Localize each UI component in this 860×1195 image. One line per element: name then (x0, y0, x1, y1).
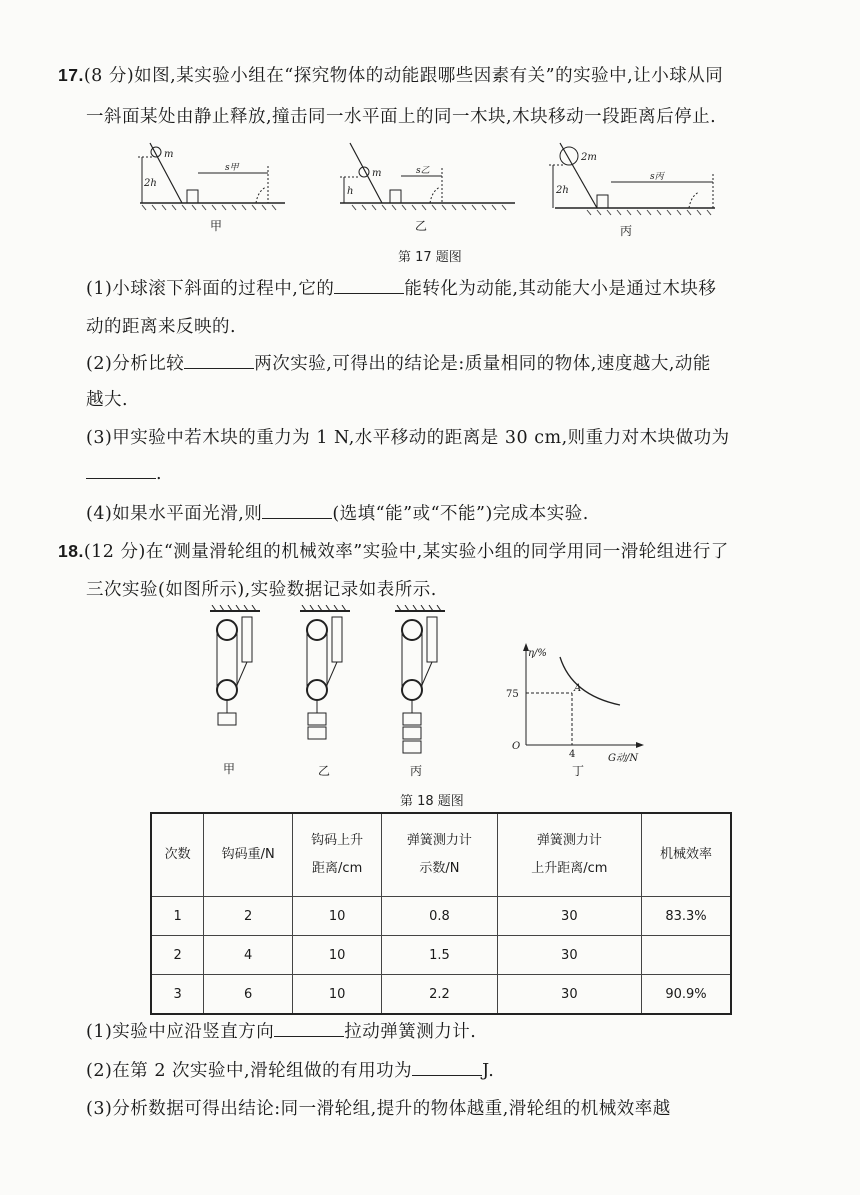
table-cell: 1.5 (382, 936, 498, 975)
table-cell-blank-efficiency[interactable] (641, 936, 731, 975)
table-cell: 83.3% (641, 897, 731, 936)
q17-part-2-cont: 越大. (86, 390, 129, 410)
q18-graph-x-label: G动/N (608, 753, 639, 764)
q18-label-ding: 丁 (572, 764, 585, 778)
q18-graph-y-label: η/% (528, 648, 547, 659)
q18-caption: 第 18 题图 (400, 794, 464, 809)
q18-line-1: 18.(12 分)在“测量滑轮组的机械效率”实验中,某实验小组的同学用同一滑轮组进行了 (58, 541, 729, 562)
table-header-cell: 次数 (151, 813, 204, 897)
table-cell: 6 (204, 975, 293, 1015)
q18-blank-1[interactable] (274, 1022, 344, 1037)
q17-jia-height-label: 2h (144, 178, 157, 189)
q18-number: 18. (58, 541, 84, 561)
table-header-cell: 机械效率 (641, 813, 731, 897)
q18-fig-jia (210, 605, 260, 725)
q18-graph-point-label: A (574, 683, 582, 694)
q17-fig-bing (549, 143, 715, 238)
q17-blank-2[interactable] (184, 354, 254, 369)
q17-fig-yi (340, 143, 515, 233)
q17-fig-jia (138, 143, 285, 233)
q18-figure (190, 605, 660, 780)
table-cell: 0.8 (382, 897, 498, 936)
q17-line-2: 一斜面某处由静止释放,撞击同一水平面上的同一木块,木块移动一段距离后停止. (86, 107, 717, 127)
q17-bing-distance-label: s丙 (650, 172, 664, 182)
q18-graph-origin: O (512, 741, 521, 752)
q18-fig-bing (395, 605, 445, 753)
q17-blank-4[interactable] (262, 504, 332, 519)
table-cell: 30 (497, 975, 641, 1015)
q17-jia-distance-label: s甲 (225, 163, 239, 173)
q18-line-2: 三次实验(如图所示),实验数据记录如表所示. (86, 580, 437, 600)
q17-bing-height-label: 2h (556, 185, 569, 196)
q17-part-3-cont: . (86, 464, 162, 484)
q17-part-1: (1)小球滚下斜面的过程中,它的 能转化为动能,其动能大小是通过木块移 (86, 279, 717, 299)
q18-label-bing: 丙 (410, 764, 423, 778)
q17-bing-label: 丙 (620, 224, 633, 238)
table-cell: 10 (293, 897, 382, 936)
q18-fig-yi (300, 605, 350, 739)
table-cell: 1 (151, 897, 204, 936)
q17-blank-3[interactable] (86, 464, 156, 479)
table-cell: 3 (151, 975, 204, 1015)
table-cell: 10 (293, 975, 382, 1015)
table-cell: 2 (151, 936, 204, 975)
q18-label-jia: 甲 (223, 762, 236, 776)
q17-bing-mass-label: 2m (581, 152, 597, 163)
table-cell: 2 (204, 897, 293, 936)
q17-part-1-cont: 动的距离来反映的. (86, 317, 237, 337)
q18-graph-y-tick: 75 (506, 689, 519, 700)
q17-part-3: (3)甲实验中若木块的重力为 1 N,水平移动的距离是 30 cm,则重力对木块做功为 (86, 428, 730, 448)
q17-yi-height-label: h (347, 186, 354, 197)
q17-number: 17. (58, 65, 84, 85)
q17-yi-mass-label: m (372, 168, 382, 179)
q18-part-1: (1)实验中应沿竖直方向 拉动弹簧测力计. (86, 1022, 477, 1042)
q18-graph-x-tick: 4 (569, 749, 576, 760)
table-cell: 90.9% (641, 975, 731, 1015)
q18-label-yi: 乙 (318, 764, 331, 778)
q17-part-2: (2)分析比较 两次实验,可得出的结论是:质量相同的物体,速度越大,动能 (86, 354, 711, 374)
q17-jia-label: 甲 (210, 219, 223, 233)
table-cell: 4 (204, 936, 293, 975)
q18-part-3: (3)分析数据可得出结论:同一滑轮组,提升的物体越重,滑轮组的机械效率越 (86, 1099, 671, 1119)
q17-blank-1[interactable] (334, 279, 404, 294)
q18-data-table (150, 812, 732, 1015)
table-header-cell: 钩码上升 距离/cm (293, 813, 382, 897)
q18-blank-2[interactable] (412, 1061, 482, 1076)
table-header-cell: 钩码重/N (204, 813, 293, 897)
q17-line-1: 17.(8 分)如图,某实验小组在“探究物体的动能跟哪些因素有关”的实验中,让小球从同 (58, 65, 724, 86)
table-row (151, 936, 731, 975)
q17-jia-mass-label: m (164, 149, 174, 160)
table-header-cell: 弹簧测力计 示数/N (382, 813, 498, 897)
table-cell: 2.2 (382, 975, 498, 1015)
table-cell: 30 (497, 936, 641, 975)
q17-yi-label: 乙 (415, 219, 428, 233)
q18-part-2: (2)在第 2 次实验中,滑轮组做的有用功为 J. (86, 1061, 495, 1081)
table-cell: 30 (497, 897, 641, 936)
table-row (151, 897, 731, 936)
table-header-row (151, 813, 731, 897)
table-cell: 10 (293, 936, 382, 975)
table-header-cell: 弹簧测力计 上升距离/cm (497, 813, 641, 897)
q18-fig-ding-graph (506, 643, 644, 764)
q17-part-4: (4)如果水平面光滑,则 (选填“能”或“不能”)完成本实验. (86, 504, 589, 524)
q17-yi-distance-label: s乙 (416, 166, 430, 176)
table-row (151, 975, 731, 1015)
q17-caption: 第 17 题图 (398, 250, 462, 265)
q17-figure (130, 138, 730, 238)
